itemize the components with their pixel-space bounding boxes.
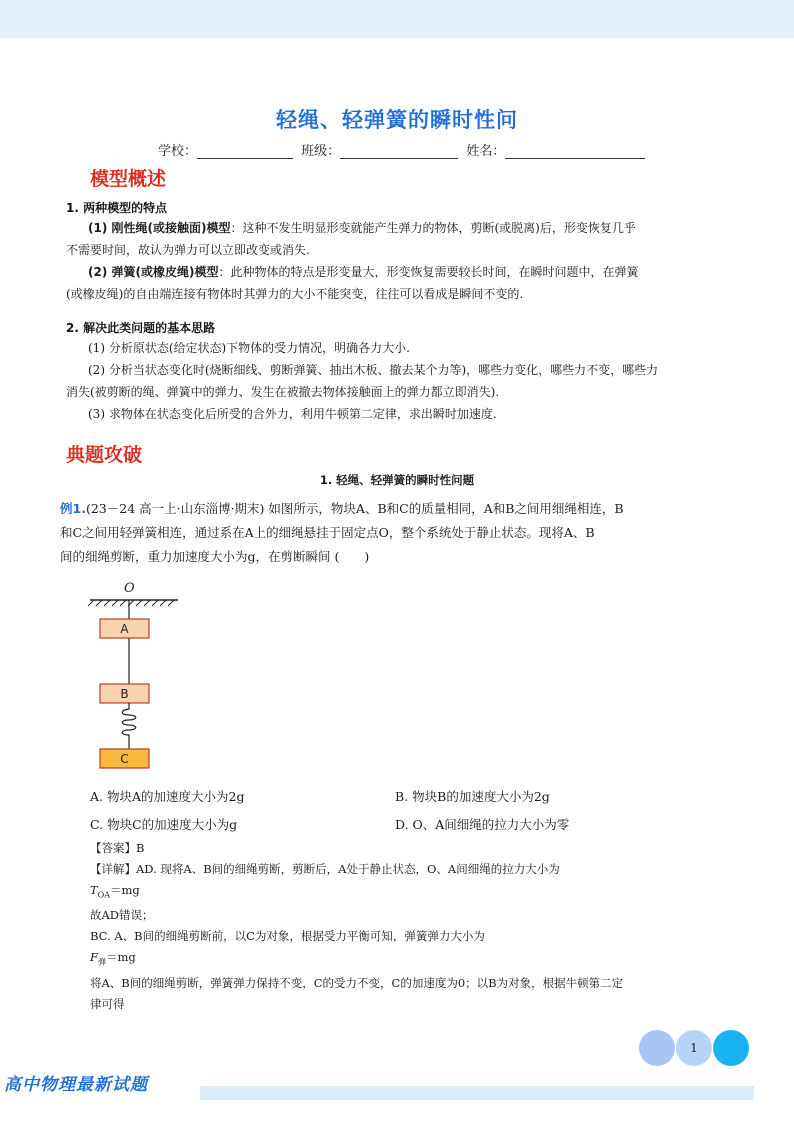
model-paragraph-1 xyxy=(66,217,746,305)
footer-brand: 高中物理最新试题 xyxy=(4,1075,148,1095)
eq1-symbol: T xyxy=(90,883,98,897)
option-b[interactable]: B. 物块B的加速度大小为2g xyxy=(395,789,550,804)
ceiling-hatch xyxy=(88,600,174,606)
page-dot-right xyxy=(713,1030,749,1066)
equation-1 xyxy=(90,880,750,905)
document-title: 轻绳、轻弹簧的瞬时性问 xyxy=(276,108,518,132)
step-1: (1) 分析原状态(给定状态)下物体的受力情况，明确各力大小. xyxy=(88,341,410,355)
p2-line2: (或橡皮绳)的自由端连接有物体时其弹力的大小不能突变，往往可以看成是瞬间不变的. xyxy=(66,287,524,301)
detail-line-2: 故AD错误； xyxy=(90,908,154,923)
section-heading-examples: 典题攻破 xyxy=(66,444,143,466)
answer-block xyxy=(90,838,750,1015)
eq1-subscript: OA xyxy=(97,890,111,900)
example-label: 例1. xyxy=(60,501,86,516)
example-line1: (23－24 高一上·山东淄博·期末) 如图所示，物块A、B和C的质量相同，A和B之间用细绳相连，B xyxy=(85,501,624,516)
p1-text: ：这种不发生明显形变就能产生弹力的物体，剪断(或脱离)后，形变恢复几乎 xyxy=(230,221,636,235)
question-subtitle: 1. 轻绳、轻弹簧的瞬时性问题 xyxy=(319,473,475,487)
detail-line-5: 律可得 xyxy=(90,996,125,1011)
eq2-rhs: ＝mg xyxy=(105,950,136,965)
page-dot-left xyxy=(639,1030,675,1066)
p1-bold: (1) 刚性绳(或接触面)模型 xyxy=(88,221,231,235)
example-line3: 间的细绳剪断，重力加速度大小为g，在剪断瞬间 ( ) xyxy=(60,549,370,564)
page-number: 1 xyxy=(690,1041,698,1055)
item2-title: 2. 解决此类问题的基本思路 xyxy=(66,321,216,335)
detail-line-4: 将A、B间的细绳剪断，弹簧弹力保持不变，C的受力不变，C的加速度为0；以B为对象，根据牛顿第二定 xyxy=(90,975,624,990)
example-question xyxy=(60,497,730,569)
step-3: (3) 求物体在状态变化后所受的合外力，利用牛顿第二定律，求出瞬时加速度. xyxy=(88,407,497,421)
steps-paragraph xyxy=(66,337,746,425)
option-c[interactable]: C. 物块C的加速度大小为g xyxy=(90,817,238,832)
answer-line: 【答案】B xyxy=(90,841,145,855)
eq2-symbol: F xyxy=(90,950,98,965)
block-c-label: C xyxy=(120,752,129,766)
p2-bold: (2) 弹簧(或橡皮绳)模型 xyxy=(88,265,219,279)
pulley-figure xyxy=(80,578,190,774)
point-o-label: O xyxy=(124,581,135,596)
eq2-subscript: 弹 xyxy=(97,957,106,967)
step-2: (2) 分析当状态变化时(烧断细线、剪断弹簧、抽出木板、撤去某个力等)，哪些力变化，哪些力不变，哪些力 xyxy=(88,363,659,377)
header-band xyxy=(0,0,794,38)
class-field[interactable] xyxy=(340,145,458,159)
class-label: 班级： xyxy=(301,144,341,159)
option-a[interactable]: A. 物块A的加速度大小为2g xyxy=(90,789,245,804)
school-field[interactable] xyxy=(197,145,293,159)
section-heading-overview: 模型概述 xyxy=(90,168,167,190)
option-d[interactable]: D. O、A间细绳的拉力大小为零 xyxy=(395,817,570,832)
detail-line-3: BC. A、B间的细绳剪断前，以C为对象，根据受力平衡可知，弹簧弹力大小为 xyxy=(90,929,485,944)
name-field[interactable] xyxy=(505,145,645,159)
p1-line2: 不需要时间，故认为弹力可以立即改变或消失. xyxy=(66,243,310,257)
school-label: 学校： xyxy=(158,144,198,159)
example-line2: 和C之间用轻弹簧相连，通过系在A上的细绳悬挂于固定点O，整个系统处于静止状态。现将A、B xyxy=(60,525,595,540)
step-2-line2: 消失(被剪断的绳、弹簧中的弹力、发生在被撤去物体接触面上的弹力都立即消失). xyxy=(66,385,500,399)
eq1-rhs: ＝mg xyxy=(110,883,140,897)
spring-b-c xyxy=(122,703,136,749)
footer-band xyxy=(200,1086,754,1100)
p2-text: ：此种物体的特点是形变量大，形变恢复需要较长时间，在瞬时问题中，在弹簧 xyxy=(218,265,639,279)
equation-2 xyxy=(90,947,750,972)
block-a-label: A xyxy=(120,622,129,636)
block-b-label: B xyxy=(120,687,129,701)
page-indicator xyxy=(639,1030,749,1066)
student-info-line xyxy=(158,140,649,159)
detail-line-1: 【详解】AD. 现将A、B间的细绳剪断，剪断后，A处于静止状态，O、A间细绳的拉力大小为 xyxy=(90,862,560,876)
item1-title: 1. 两种模型的特点 xyxy=(66,201,168,215)
name-label: 姓名： xyxy=(466,144,506,159)
